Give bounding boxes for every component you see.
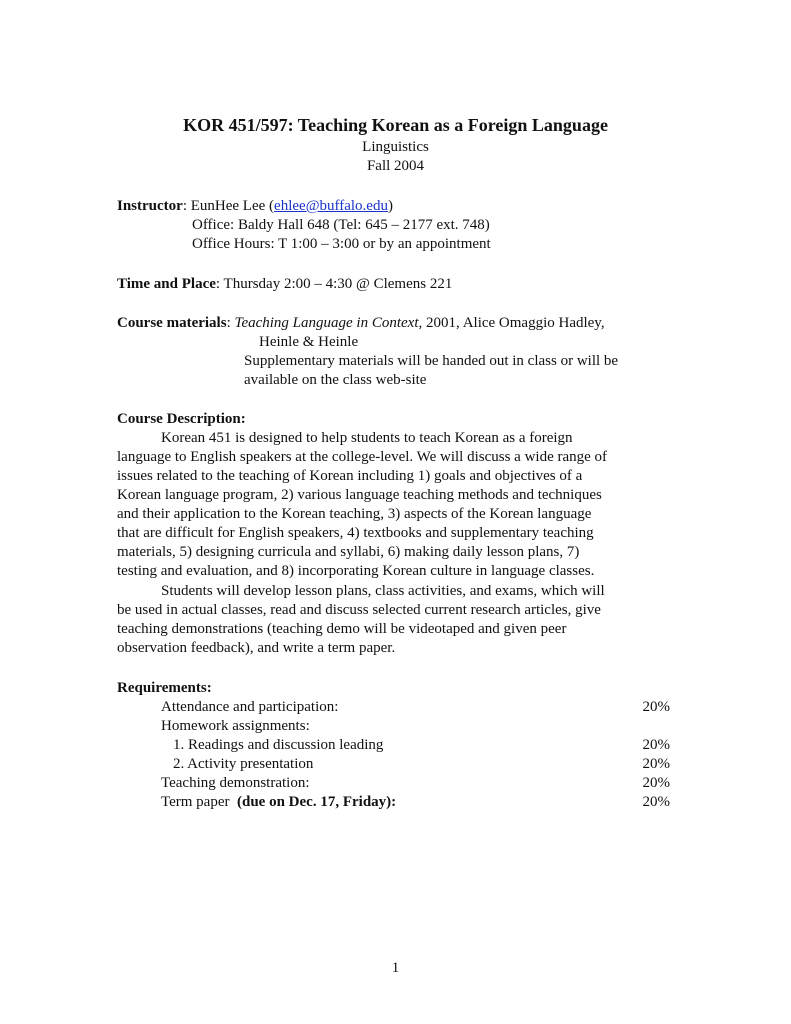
- instructor-line: Instructor: EunHee Lee (ehlee@buffalo.edu): [117, 198, 393, 214]
- description-line: Korean 451 is designed to help students to teach Korean as a foreign: [161, 430, 573, 446]
- description-line: observation feedback), and write a term paper.: [117, 640, 396, 656]
- description-line: Korean language program, 2) various language teaching methods and techniques: [117, 487, 602, 503]
- time-place-label: Time and Place: [117, 276, 216, 292]
- instructor-label: Instructor: [117, 198, 183, 214]
- description-line: that are difficult for English speakers, 4) textbooks and supplementary teaching: [117, 525, 594, 541]
- requirement-teaching-pct: 20%: [642, 775, 670, 791]
- requirement-activity-pct: 20%: [642, 756, 670, 772]
- requirement-attendance-pct: 20%: [642, 699, 670, 715]
- description-line: language to English speakers at the college-level. We will discuss a wide range of: [117, 449, 608, 465]
- description-line: teaching demonstrations (teaching demo will be videotaped and given peer: [117, 621, 567, 637]
- description-line: testing and evaluation, and 8) incorporating Korean culture in language classes.: [117, 563, 595, 579]
- materials-line: Course materials: Teaching Language in Context, 2001, Alice Omaggio Hadley,: [117, 315, 605, 331]
- description-line: materials, 5) designing curricula and syllabi, 6) making daily lesson plans, 7): [117, 544, 580, 560]
- description-line: be used in actual classes, read and discuss selected current research articles, give: [117, 602, 601, 618]
- supplementary-line-1: Supplementary materials will be handed out in class or will be: [244, 353, 619, 369]
- requirement-readings-pct: 20%: [642, 737, 670, 753]
- description-line: Students will develop lesson plans, class activities, and exams, which will: [161, 583, 605, 599]
- description-heading: Course Description:: [117, 411, 246, 427]
- materials-label: Course materials: [117, 315, 227, 331]
- course-title: KOR 451/597: Teaching Korean as a Foreign Language: [183, 115, 608, 135]
- instructor-email-link[interactable]: ehlee@buffalo.edu: [274, 198, 388, 214]
- supplementary-line-2: available on the class web-site: [244, 372, 427, 388]
- textbook-title: Teaching Language in Context: [234, 315, 419, 331]
- time-place-value: Thursday 2:00 – 4:30 @ Clemens 221: [223, 276, 453, 292]
- requirement-term-paper-pct: 20%: [642, 794, 670, 810]
- department: Linguistics: [362, 139, 429, 155]
- requirement-attendance-label: Attendance and participation:: [161, 699, 339, 715]
- requirement-term-paper-line: [161, 793, 396, 813]
- time-place-line: Time and Place: Thursday 2:00 – 4:30 @ Clemens 221: [117, 276, 453, 292]
- instructor-name: EunHee Lee: [190, 198, 266, 214]
- requirement-teaching-label: Teaching demonstration:: [161, 775, 310, 791]
- description-line: issues related to the teaching of Korean including 1) goals and objectives of a: [117, 468, 583, 484]
- description-line: and their application to the Korean teaching, 3) aspects of the Korean language: [117, 506, 592, 522]
- requirements-heading: Requirements:: [117, 680, 212, 696]
- textbook-details: , 2001, Alice Omaggio Hadley,: [418, 315, 605, 331]
- term-paper-due-note: (due on Dec. 17, Friday):: [237, 794, 397, 810]
- requirement-readings-label: 1. Readings and discussion leading: [173, 737, 384, 753]
- textbook-publisher: Heinle & Heinle: [259, 334, 359, 350]
- requirement-activity-label: 2. Activity presentation: [173, 756, 314, 772]
- requirement-homework-label: Homework assignments:: [161, 718, 310, 734]
- term: Fall 2004: [366, 158, 425, 174]
- requirement-term-paper-label: Term paper: [161, 794, 230, 810]
- page-number: 1: [391, 960, 400, 976]
- office-location: Office: Baldy Hall 648 (Tel: 645 – 2177 ext. 748): [192, 217, 490, 233]
- office-hours: Office Hours: T 1:00 – 3:00 or by an appointment: [192, 236, 491, 252]
